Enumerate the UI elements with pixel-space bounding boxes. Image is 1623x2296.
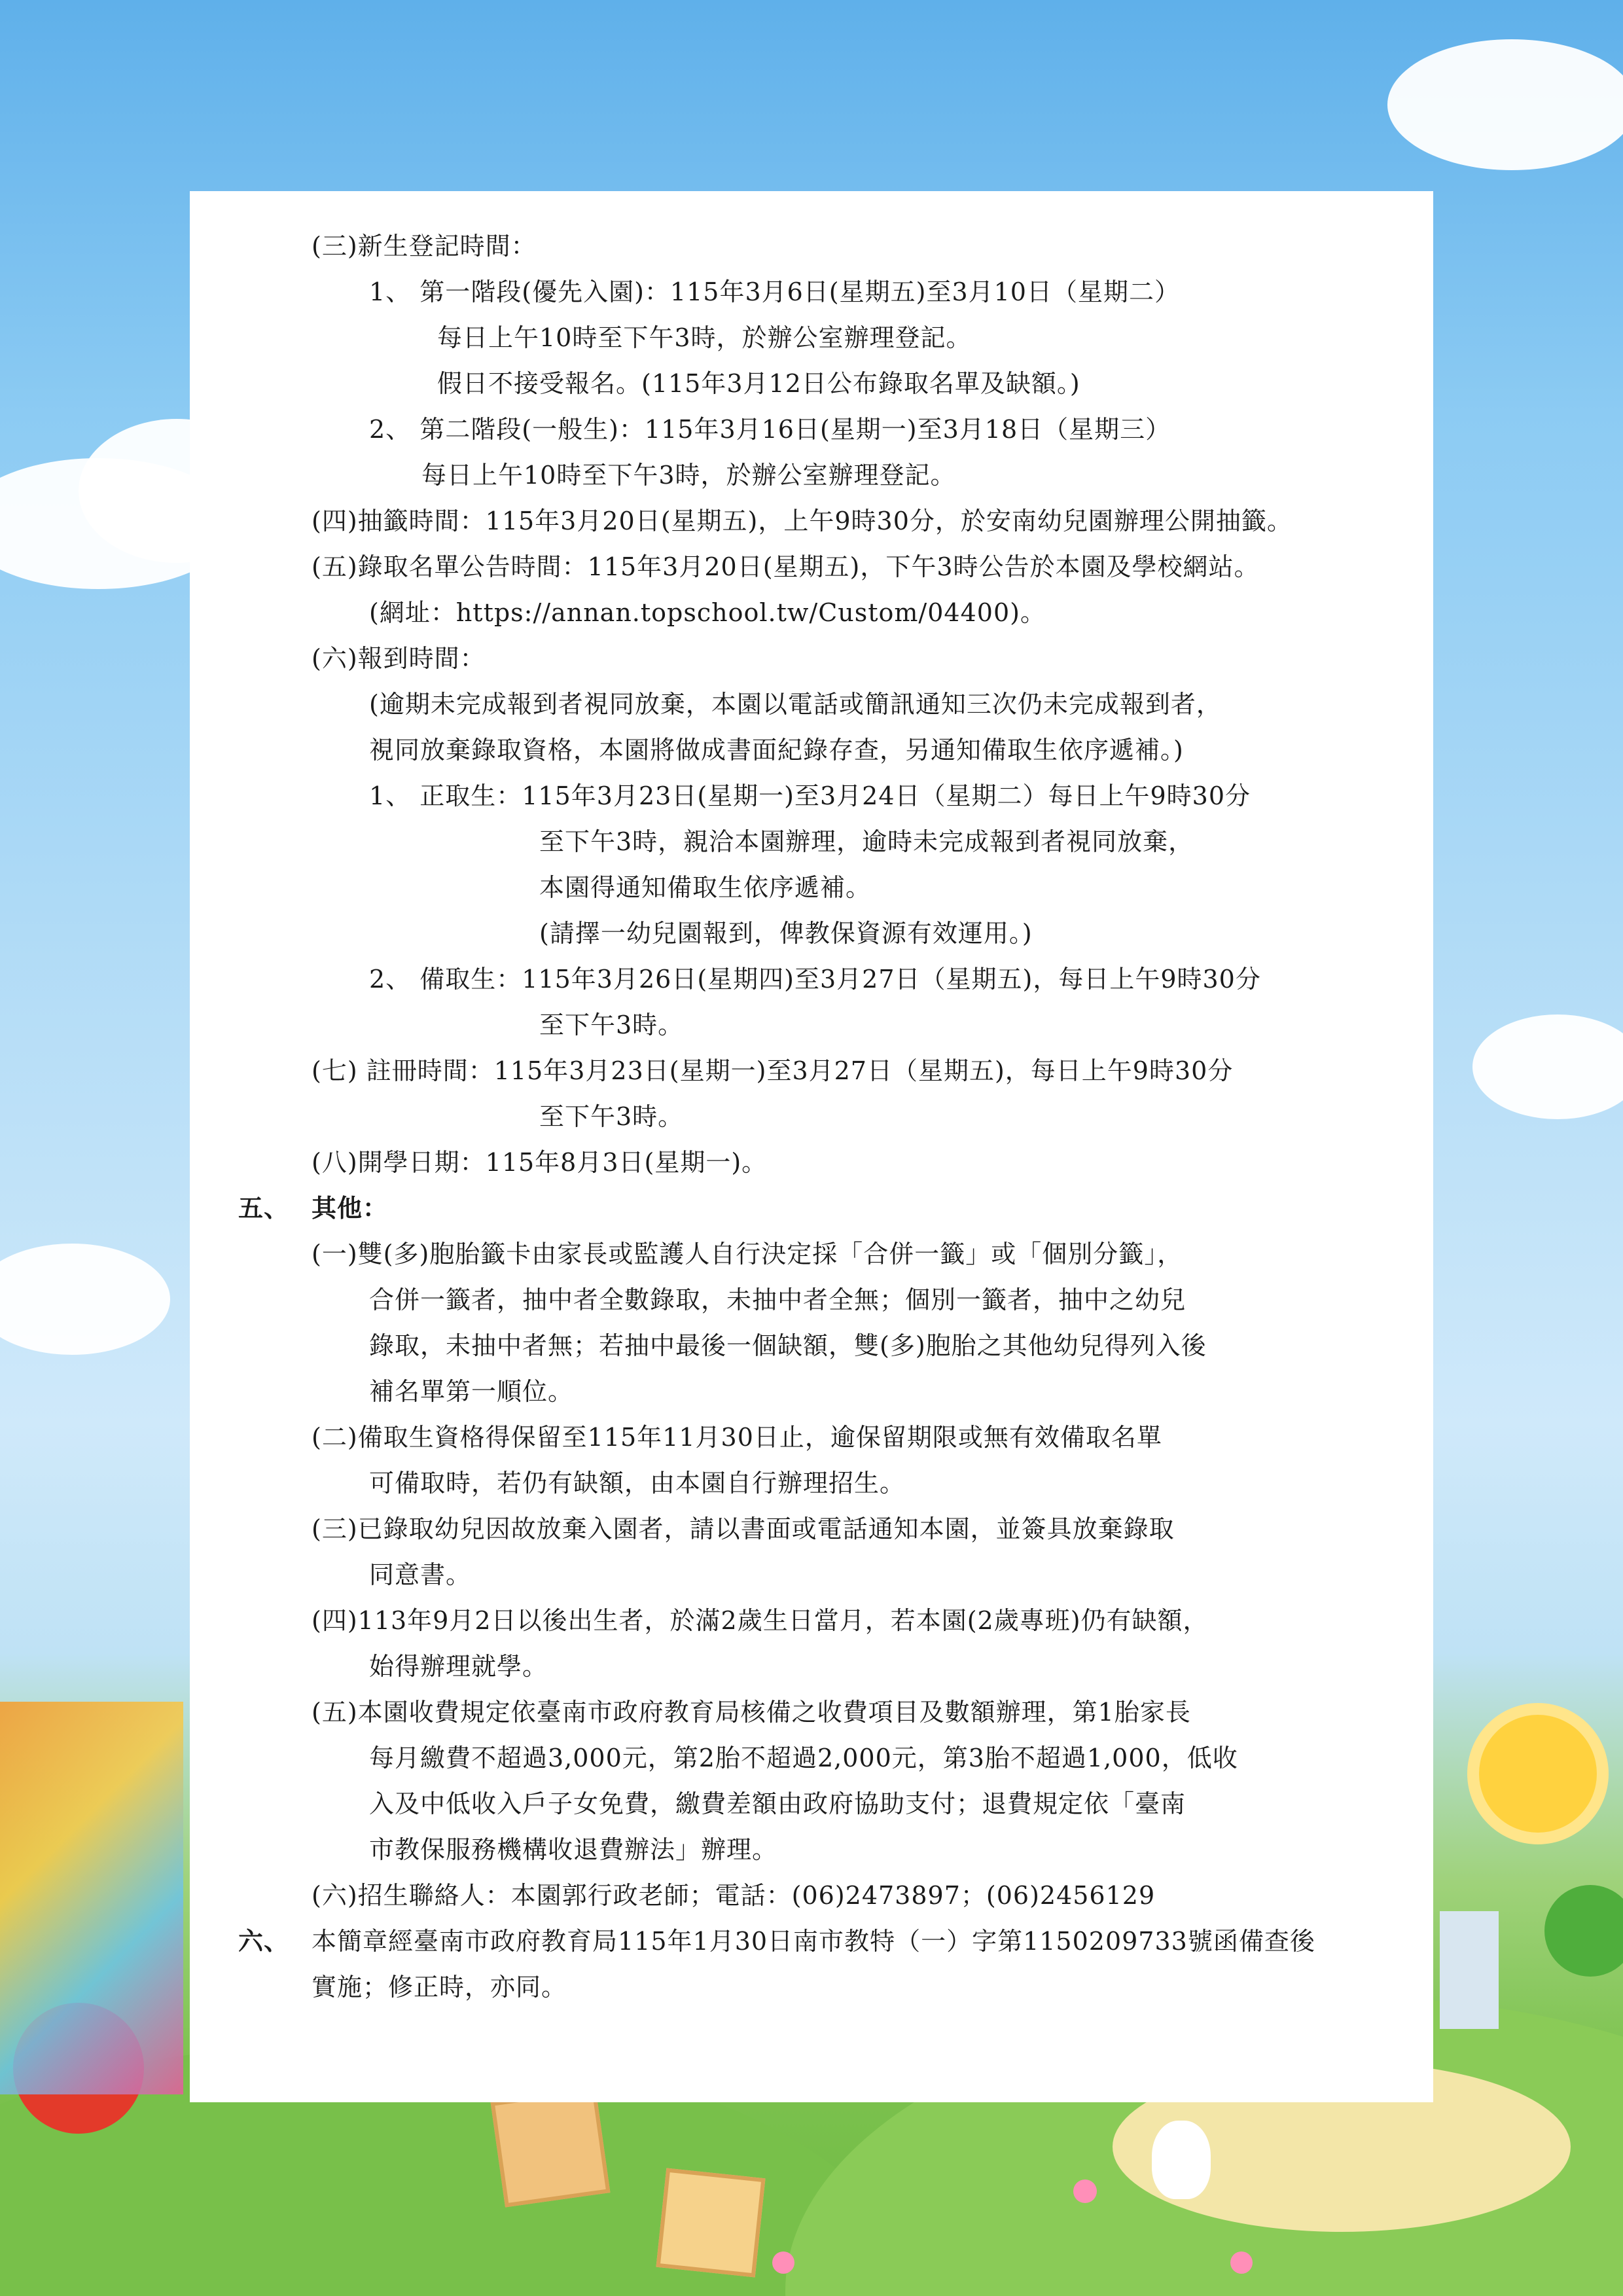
text-line: 至下午3時。 bbox=[539, 1011, 684, 1039]
text-line: (六)招生聯絡人：本園郭行政老師；電話：(06)2473897；(06)2456129 bbox=[312, 1881, 1156, 1910]
cloud-decoration bbox=[0, 1244, 170, 1355]
text-line: (請擇一幼兒園報到，俾教保資源有效運用。) bbox=[539, 919, 1033, 948]
text-line: 市教保服務機構收退費辦法」辦理。 bbox=[369, 1835, 778, 1864]
text-line: 實施；修正時，亦同。 bbox=[312, 1973, 567, 2001]
text-line: (四)113年9月2日以後出生者，於滿2歲生日當月，若本園(2歲專班)仍有缺額， bbox=[312, 1606, 1209, 1635]
tree-decoration bbox=[1544, 1885, 1623, 1977]
text-line: 2、 第二階段(一般生)：115年3月16日(星期一)至3月18日（星期三） bbox=[369, 415, 1171, 444]
cloud-decoration bbox=[1472, 1014, 1623, 1119]
text-line: 至下午3時，親洽本園辦理，逾時未完成報到者視同放棄， bbox=[539, 827, 1194, 856]
flower-decoration bbox=[772, 2251, 794, 2274]
text-line: 同意書。 bbox=[369, 1560, 472, 1589]
text-line: (八)開學日期：115年8月3日(星期一)。 bbox=[312, 1148, 768, 1177]
document-page bbox=[190, 191, 1433, 2102]
text-line: (二)備取生資格得保留至115年11月30日止，逾保留期限或無有效備取名單 bbox=[312, 1423, 1162, 1452]
text-line: 本簡章經臺南市政府教育局115年1月30日南市教特（一）字第1150209733號函備查後 bbox=[312, 1927, 1315, 1956]
text-line: (五)本園收費規定依臺南市政府教育局核備之收費項目及數額辦理，第1胎家長 bbox=[312, 1698, 1191, 1727]
text-line: 每日上午10時至下午3時，於辦公室辦理登記。 bbox=[421, 461, 956, 490]
text-line: (七) 註冊時間：115年3月23日(星期一)至3月27日（星期五)，每日上午9時30分 bbox=[312, 1056, 1234, 1085]
text-line: 可備取時，若仍有缺額，由本園自行辦理招生。 bbox=[369, 1469, 906, 1498]
sun-decoration bbox=[1479, 1715, 1597, 1833]
text-line: 每日上午10時至下午3時，於辦公室辦理登記。 bbox=[437, 323, 972, 352]
text-line: 假日不接受報名。(115年3月12日公布錄取名單及缺額。) bbox=[437, 369, 1080, 398]
text-line: 每月繳費不超過3,000元，第2胎不超過2,000元，第3胎不超過1,000，低收 bbox=[369, 1744, 1238, 1772]
toy-block-decoration bbox=[491, 2088, 611, 2208]
flower-decoration bbox=[1073, 2179, 1097, 2203]
text-line: 合併一籤者，抽中者全數錄取，未抽中者全無；個別一籤者，抽中之幼兒 bbox=[369, 1285, 1186, 1314]
flower-decoration bbox=[1230, 2251, 1253, 2274]
toy-block-decoration bbox=[656, 2168, 765, 2277]
text-line: 本園得通知備取生依序遞補。 bbox=[539, 873, 872, 902]
text-line: 始得辦理就學。 bbox=[369, 1652, 548, 1681]
text-line: 補名單第一順位。 bbox=[369, 1377, 574, 1406]
text-line: (逾期未完成報到者視同放棄，本園以電話或簡訊通知三次仍未完成報到者， bbox=[369, 690, 1222, 719]
text-line: (網址：https://annan.topschool.tw/Custom/04400)。 bbox=[369, 598, 1046, 627]
text-line: 視同放棄錄取資格，本園將做成書面紀錄存查，另通知備取生依序遞補。) bbox=[369, 736, 1184, 764]
text-line: 1、 正取生：115年3月23日(星期一)至3月24日（星期二）每日上午9時30分 bbox=[369, 781, 1251, 810]
text-line: 2、 備取生：115年3月26日(星期四)至3月27日（星期五)，每日上午9時30分 bbox=[369, 965, 1261, 994]
bunny-decoration bbox=[1152, 2121, 1211, 2199]
text-line: (六)報到時間： bbox=[312, 644, 486, 673]
section-marker-six: 六、 bbox=[238, 1926, 290, 1956]
section-heading: 其他： bbox=[312, 1193, 389, 1223]
text-line: (五)錄取名單公告時間：115年3月20日(星期五)，下午3時公告於本園及學校網站。 bbox=[312, 552, 1260, 581]
building-decoration bbox=[1440, 1911, 1499, 2029]
cloud-decoration bbox=[1387, 39, 1623, 170]
text-line: 錄取，未抽中者無；若抽中最後一個缺額，雙(多)胞胎之其他幼兒得列入後 bbox=[369, 1331, 1207, 1360]
text-line: 1、 第一階段(優先入園)：115年3月6日(星期五)至3月10日（星期二） bbox=[369, 278, 1180, 306]
text-line: 至下午3時。 bbox=[539, 1102, 684, 1131]
text-line: (四)抽籤時間：115年3月20日(星期五)，上午9時30分，於安南幼兒園辦理公開抽籤。 bbox=[312, 507, 1293, 535]
cube-tower-decoration bbox=[0, 1702, 183, 2094]
text-line: 入及中低收入戶子女免費，繳費差額由政府協助支付；退費規定依「臺南 bbox=[369, 1789, 1186, 1818]
text-line: (三)新生登記時間： bbox=[312, 232, 537, 260]
section-marker-five: 五、 bbox=[238, 1193, 290, 1223]
text-line: (三)已錄取幼兒因故放棄入園者，請以書面或電話通知本園，並簽具放棄錄取 bbox=[312, 1515, 1175, 1543]
text-line: (一)雙(多)胞胎籤卡由家長或監護人自行決定採「合併一籤」或「個別分籤」， bbox=[312, 1240, 1183, 1268]
